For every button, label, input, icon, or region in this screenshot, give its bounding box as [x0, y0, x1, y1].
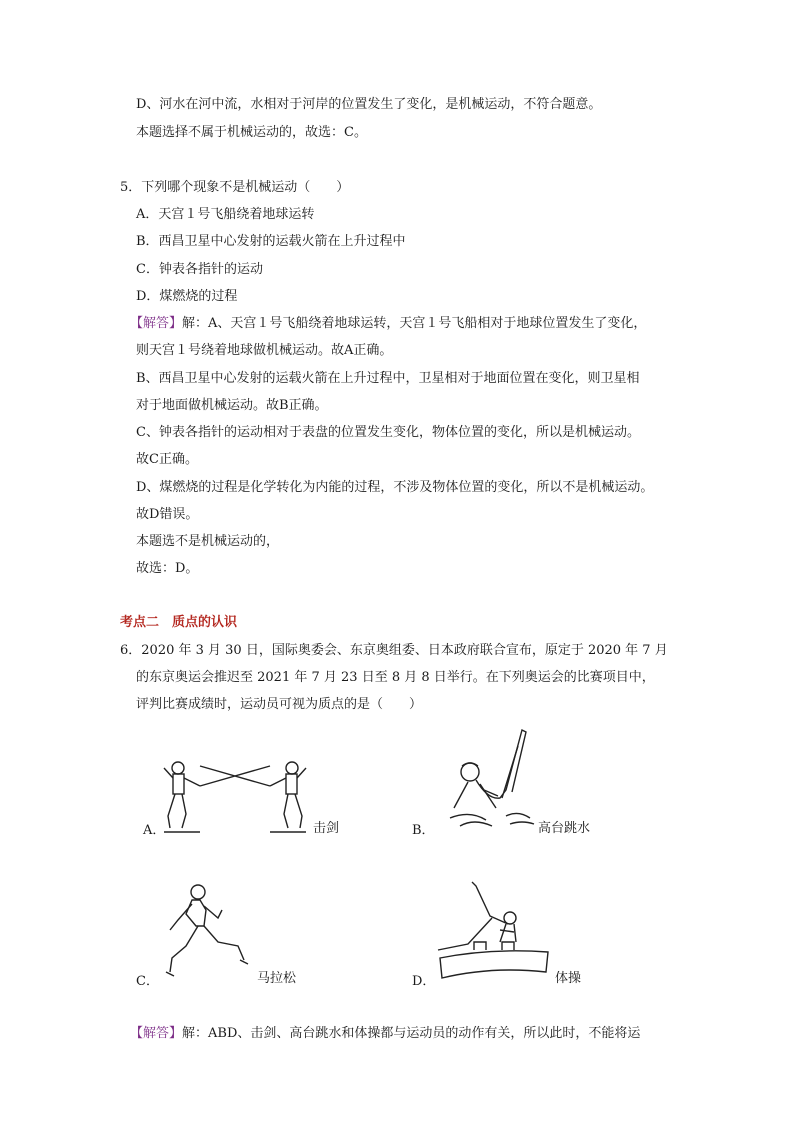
question-5-answer-line-5: C、钟表各指针的运动相对于表盘的位置发生变化，物体位置的变化，所以是机械运动。 — [136, 425, 640, 440]
answer-tag: 【解答】 — [130, 316, 183, 331]
question-6-stem-line-3: 评判比赛成绩时，运动员可视为质点的是（ ） — [136, 697, 423, 712]
question-6-option-d-letter: D． — [412, 974, 436, 989]
marathon-figure — [160, 880, 252, 980]
question-5-answer-line-3: B、西昌卫星中心发射的运载火箭在上升过程中，卫星相对于地面位置在变化，则卫星相 — [136, 371, 640, 386]
answer-text: 解：A、天宫１号飞船绕着地球运转，天宫１号飞船相对于地球位置发生了变化， — [182, 316, 647, 331]
question-5-answer-line-9: 本题选不是机械运动的， — [136, 534, 280, 549]
question-5-answer-line-4: 对于地面做机械运动。故B正确。 — [136, 398, 328, 413]
question-6-stem-line-1: 6．2020 年 3 月 30 日，国际奥委会、东京奥组委、日本政府联合宣布，原定于 2020 年 7 月 — [120, 643, 668, 658]
question-6-option-b-letter: B． — [412, 823, 435, 838]
question-5-answer-line-7: D、煤燃烧的过程是化学转化为内能的过程，不涉及物体位置的变化，所以不是机械运动。 — [136, 480, 654, 495]
diving-figure — [440, 726, 540, 834]
question-6-option-d-caption: 体操 — [555, 971, 582, 986]
question-5-option-c: C．钟表各指针的运动 — [136, 262, 263, 277]
question-5-answer-line-1 — [130, 315, 646, 333]
prev-conclusion: 本题选择不属于机械运动的，故选：C。 — [136, 125, 367, 140]
answer-tag: 【解答】 — [130, 1026, 183, 1041]
question-5-answer-line-6: 故C正确。 — [136, 452, 198, 467]
question-6-option-a-caption: 击剑 — [313, 821, 340, 836]
question-5-answer-line-10: 故选：D。 — [136, 561, 199, 576]
question-6-option-a-letter: A． — [143, 823, 166, 838]
question-6-stem-line-2: 的东京奥运会推迟至 2021 年 7 月 23 日至 8 月 8 日举行。在下列奥运会的比赛项目中， — [136, 670, 655, 685]
question-5-option-a: A．天宫１号飞船绕着地球运转 — [136, 207, 315, 222]
question-5-answer-line-8: 故D错误。 — [136, 507, 199, 522]
section-title: 考点二 质点的认识 — [120, 615, 238, 630]
question-5-option-d: D．煤燃烧的过程 — [136, 289, 238, 304]
question-5-option-b: B．西昌卫星中心发射的运载火箭在上升过程中 — [136, 234, 406, 249]
question-5-answer-line-2: 则天宫１号绕着地球做机械运动。故A正确。 — [136, 343, 393, 358]
question-5-stem: 5．下列哪个现象不是机械运动（ ） — [120, 180, 350, 195]
answer-text: 解：ABD、击剑、高台跳水和体操都与运动员的动作有关，所以此时，不能将运 — [182, 1026, 641, 1041]
fencing-figure — [160, 758, 310, 834]
question-6-answer-line-1 — [130, 1025, 640, 1043]
gymnastics-figure — [430, 880, 554, 980]
question-6-option-c-letter: C． — [136, 974, 159, 989]
question-6-option-c-caption: 马拉松 — [257, 971, 297, 986]
question-6-option-b-caption: 高台跳水 — [538, 821, 591, 836]
prev-option-d: D、河水在河中流，水相对于河岸的位置发生了变化，是机械运动，不符合题意。 — [136, 97, 602, 112]
